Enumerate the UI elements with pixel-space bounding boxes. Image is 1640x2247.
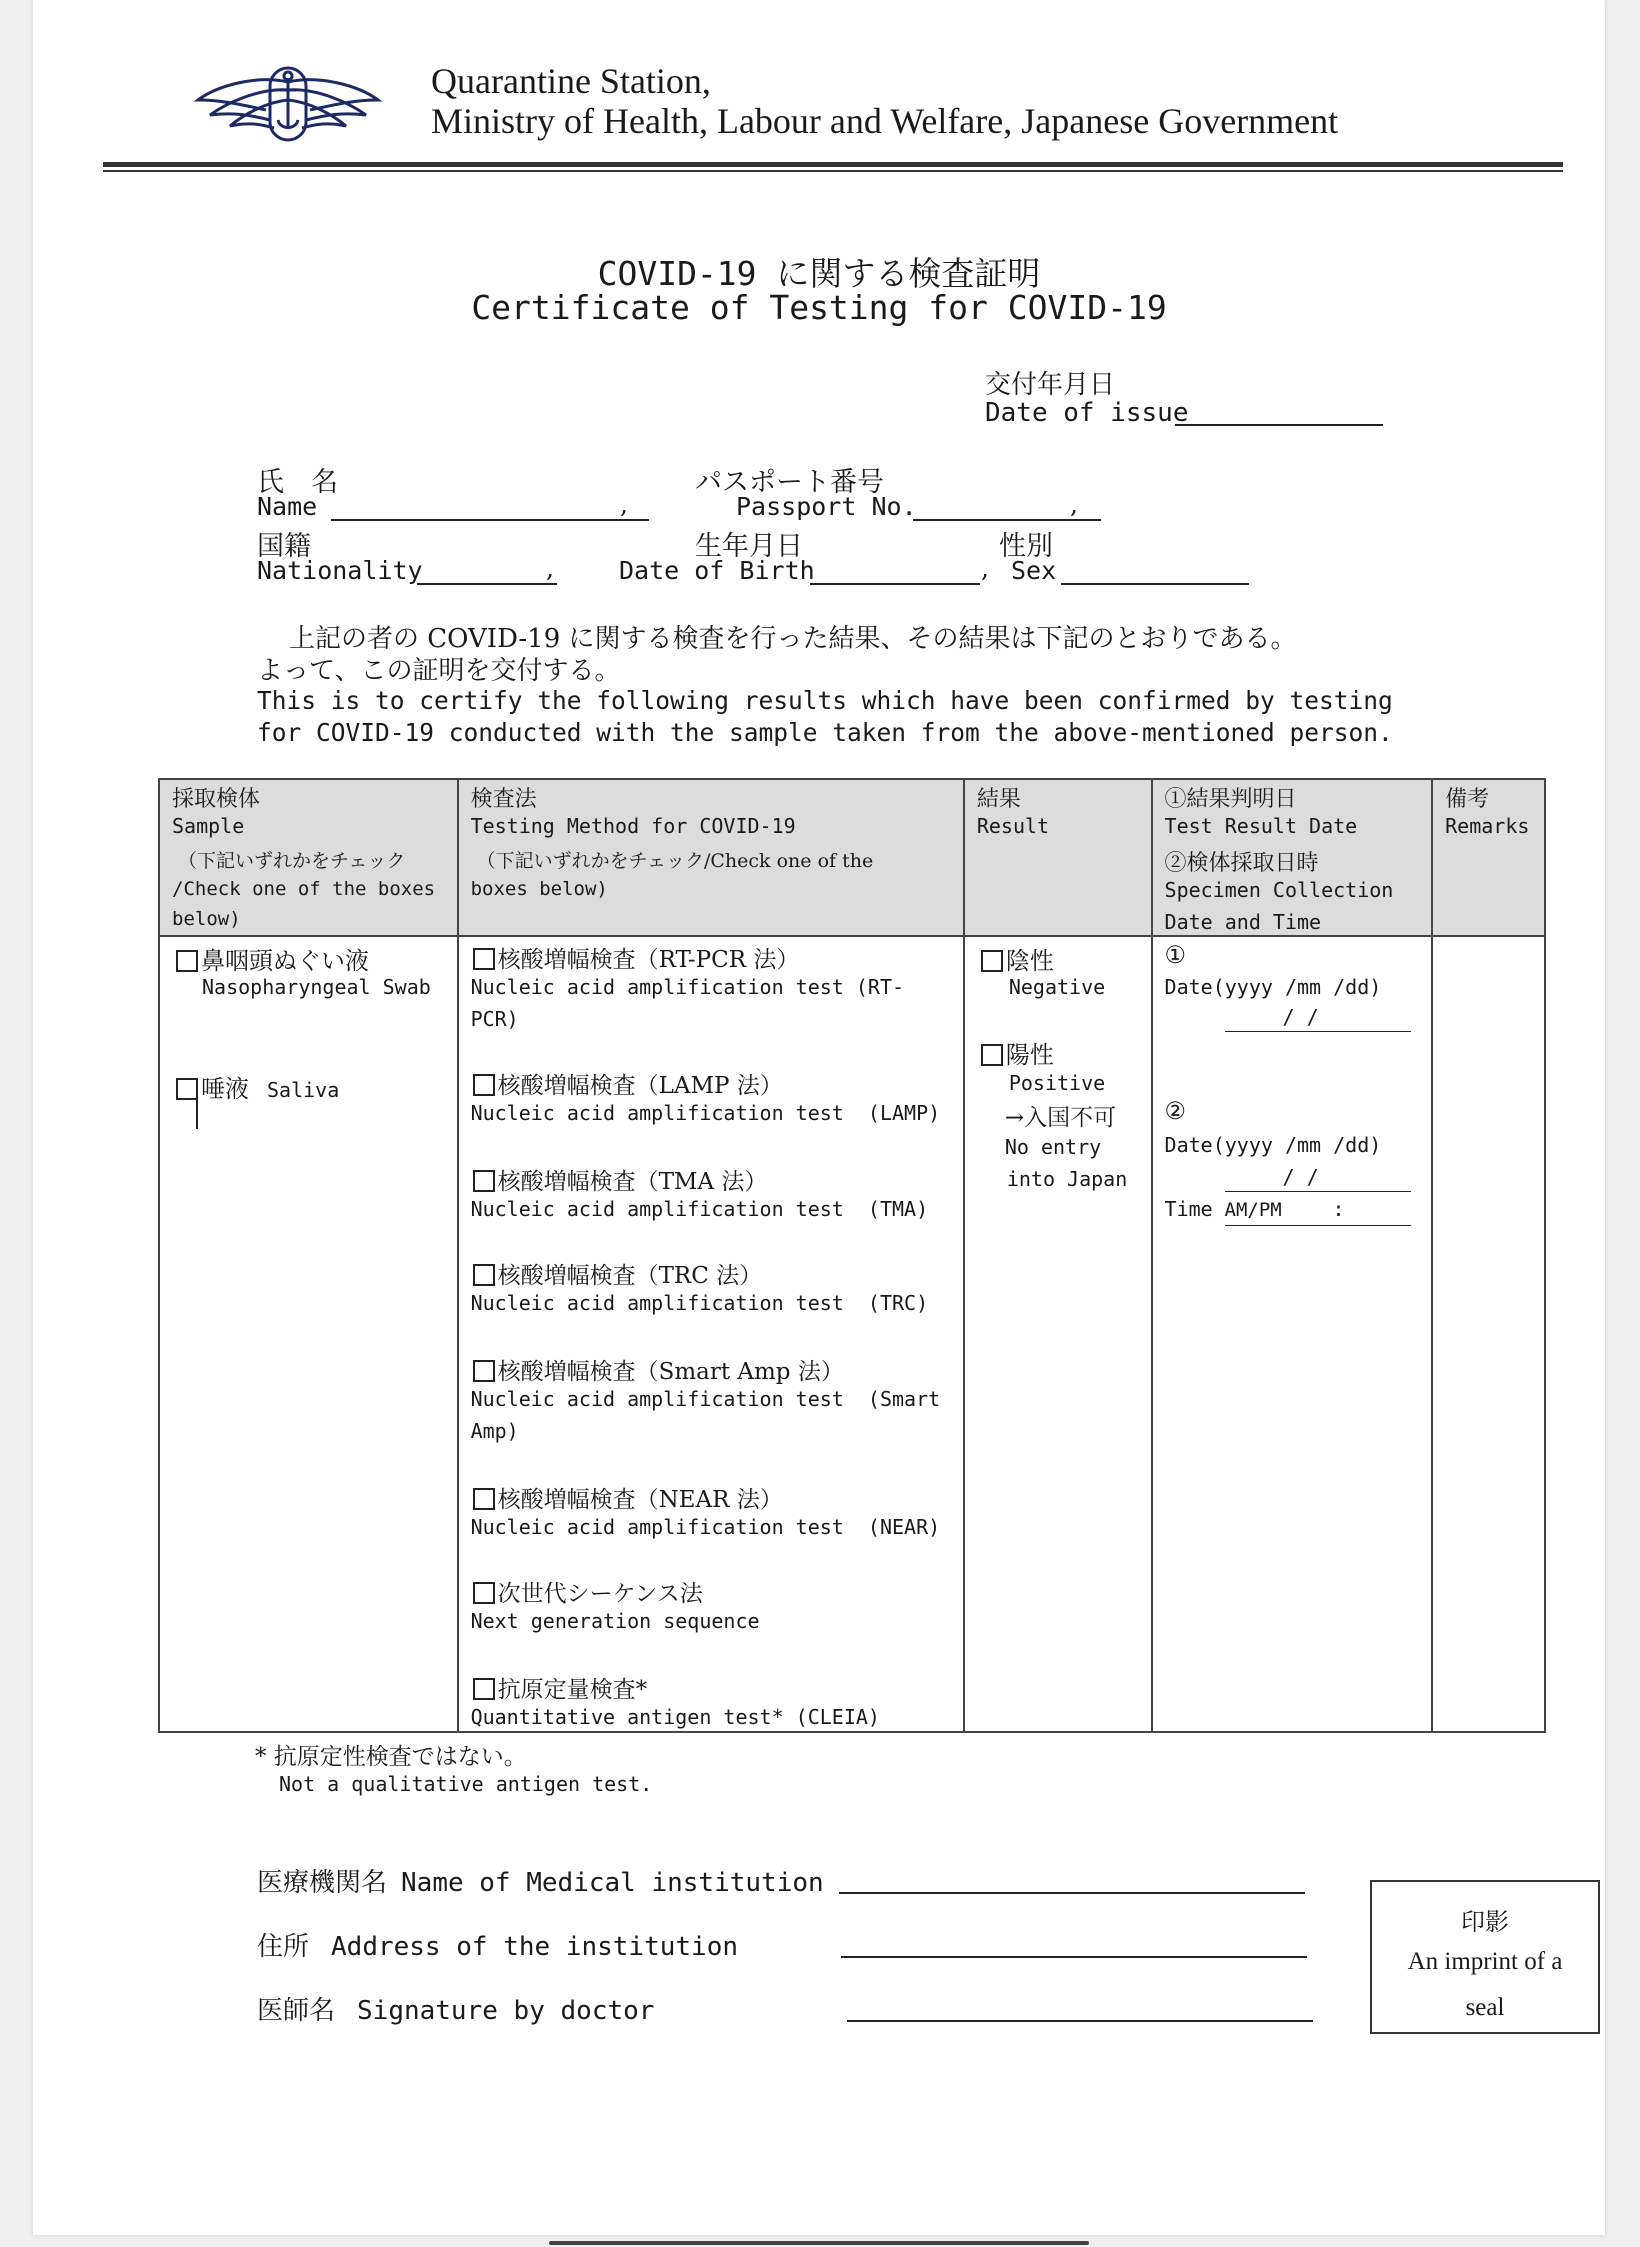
remarks-cell[interactable]: [1432, 936, 1545, 1732]
method-option[interactable]: [473, 1575, 703, 1608]
passport-label-ja: パスポート番号: [695, 467, 884, 498]
sample-cell: [159, 936, 458, 1732]
no-entry-label-ja: →入国不可: [1004, 1105, 1117, 1131]
institution-address-field[interactable]: [841, 1956, 1307, 1958]
statement-ja-1: 上記の者の COVID-19 に関する検査を行った結果、その結果は下記のとおりである。: [289, 624, 1297, 654]
dob-label-ja: 生年月日: [695, 531, 803, 562]
method-option[interactable]: [473, 1163, 768, 1196]
institution-name-en: Name of Medical institution: [401, 1868, 824, 1898]
method-label-ja: 核酸増幅検査（Smart Amp 法）: [497, 1359, 844, 1385]
header-result-en: Result: [976, 814, 1050, 838]
header-remarks-ja: 備考: [1445, 787, 1490, 812]
method-label-ja: 次世代シーケンス法: [497, 1581, 703, 1607]
method-checkbox[interactable]: [473, 1488, 495, 1510]
certificate-page: [33, 0, 1605, 2235]
method-label-en: Nucleic acid amplification test (RT-: [470, 975, 905, 999]
dob-field[interactable]: [810, 583, 980, 585]
name-label-en: Name: [257, 492, 318, 521]
method-option[interactable]: [473, 1671, 648, 1704]
seal-label-en-1: An imprint of a: [1407, 1948, 1563, 1975]
method-label-ja: 核酸増幅検査（NEAR 法）: [497, 1487, 783, 1513]
name-field[interactable]: [331, 519, 649, 521]
header-rule-thin: [103, 170, 1563, 172]
method-label-en-cont: PCR): [470, 1007, 519, 1031]
time-ampm: AM/PM: [1224, 1199, 1282, 1221]
positive-label-en: Positive: [1008, 1071, 1106, 1095]
date-slashes-2: / /: [1282, 1165, 1319, 1189]
header-sample-en: Sample: [172, 814, 245, 838]
no-entry-label-en-2: into Japan: [1006, 1167, 1128, 1191]
institution-address-label: [257, 1926, 738, 1963]
header-remarks-en: Remarks: [1445, 814, 1530, 838]
table-body-row: [159, 936, 1545, 1732]
saliva-label-ja: 唾液: [201, 1075, 249, 1103]
header-sample-note-2: /Check one of the boxes: [172, 878, 436, 900]
method-label-ja: 核酸増幅検査（TMA 法）: [497, 1169, 768, 1195]
quarantine-emblem-icon: [188, 60, 388, 156]
method-label-en: Nucleic acid amplification test (Smart: [470, 1387, 941, 1411]
issue-label-ja: 交付年月日: [985, 370, 1116, 400]
method-label-en: Nucleic acid amplification test (LAMP): [470, 1101, 941, 1125]
seal-box[interactable]: [1370, 1880, 1600, 2034]
method-option[interactable]: [473, 1353, 844, 1386]
date-label-1: Date(yyyy /mm /dd): [1164, 975, 1382, 999]
dob-label-en: Date of Birth: [619, 556, 815, 585]
result-date-field[interactable]: [1225, 1031, 1411, 1032]
method-checkbox[interactable]: [473, 1264, 495, 1286]
method-label-en: Quantitative antigen test* (CLEIA): [470, 1705, 880, 1729]
method-label-ja: 核酸増幅検査（RT-PCR 法）: [497, 947, 800, 973]
sex-label-en: Sex: [1011, 556, 1057, 585]
org-line-1: Quarantine Station,: [431, 61, 711, 101]
method-checkbox[interactable]: [473, 1678, 495, 1700]
date-mark-2: ②: [1164, 1097, 1187, 1125]
dob-comma: ,: [981, 554, 989, 583]
header-result: [964, 779, 1152, 936]
collection-date-field[interactable]: [1225, 1191, 1411, 1192]
result-cell: [964, 936, 1152, 1732]
seal-label-en-2: seal: [1465, 1994, 1505, 2021]
method-checkbox[interactable]: [473, 1170, 495, 1192]
header-method-ja: 検査法: [470, 787, 537, 812]
doctor-label-en: Signature by doctor: [357, 1996, 655, 2026]
method-label-en: Nucleic acid amplification test (TMA): [470, 1197, 929, 1221]
negative-checkbox[interactable]: [981, 950, 1003, 972]
name-label-ja: 氏 名: [257, 467, 338, 498]
doctor-label: [257, 1990, 654, 2027]
saliva-checkbox[interactable]: [176, 1078, 198, 1100]
method-checkbox[interactable]: [473, 1360, 495, 1382]
sex-field[interactable]: [1061, 583, 1249, 585]
method-checkbox[interactable]: [473, 1074, 495, 1096]
statement-en-2: for COVID-19 conducted with the sample taken from the above-mentioned person.: [257, 718, 1393, 747]
header-sample-ja: 採取検体: [172, 787, 261, 812]
sample-saliva-option[interactable]: [176, 1069, 339, 1104]
header-date: [1152, 779, 1433, 936]
nationality-comma: ,: [546, 554, 554, 583]
header-method: [458, 779, 964, 936]
method-checkbox[interactable]: [473, 1582, 495, 1604]
positive-label-ja: 陽性: [1005, 1041, 1054, 1069]
header-method-note-1: （下記いずれかをチェック/Check one of the: [476, 850, 874, 872]
header-date-en-1: Test Result Date: [1164, 814, 1358, 838]
text-cursor: [196, 1099, 198, 1129]
issue-label-en: Date of issue: [985, 398, 1189, 428]
scroll-indicator[interactable]: [549, 2241, 1089, 2245]
negative-label-ja: 陰性: [1005, 947, 1054, 975]
header-rule-thick: [103, 162, 1563, 167]
swab-checkbox[interactable]: [176, 950, 198, 972]
seal-label-ja: 印影: [1461, 1908, 1509, 1936]
nationality-label-en: Nationality: [257, 556, 423, 585]
header-remarks: [1432, 779, 1545, 936]
swab-label-ja: 鼻咽頭ぬぐい液: [201, 947, 369, 975]
passport-label-en: Passport No.: [736, 492, 917, 521]
method-label-en-cont: Amp): [470, 1419, 519, 1443]
date-slashes-1: / /: [1282, 1005, 1319, 1029]
method-label-ja: 抗原定量検査*: [497, 1677, 648, 1703]
header-sample: [159, 779, 458, 936]
nationality-field[interactable]: [417, 583, 557, 585]
passport-field[interactable]: [913, 519, 1101, 521]
positive-checkbox[interactable]: [981, 1044, 1003, 1066]
method-option[interactable]: [473, 1481, 783, 1514]
doctor-signature-field[interactable]: [847, 2020, 1313, 2022]
footnote-en: Not a qualitative antigen test.: [279, 1772, 653, 1796]
header-date-en-3: Date and Time: [1164, 910, 1322, 934]
negative-label-en: Negative: [1008, 975, 1106, 999]
positive-option[interactable]: [981, 1035, 1054, 1070]
institution-address-en: Address of the institution: [331, 1932, 739, 1962]
issue-date-field[interactable]: [1175, 424, 1383, 426]
no-entry-label-en-1: No entry: [1004, 1135, 1102, 1159]
test-result-table: [158, 778, 1546, 1733]
time-colon: :: [1332, 1197, 1345, 1221]
name-comma: ,: [620, 490, 628, 519]
table-header-row: [159, 779, 1545, 936]
doctor-label-ja: 医師名: [257, 1996, 336, 2026]
header-result-ja: 結果: [976, 787, 1021, 812]
statement-en-1: This is to certify the following results which have been confirmed by testing: [257, 686, 1393, 715]
footnote-ja: * 抗原定性検査ではない。: [255, 1744, 527, 1770]
org-line-2: Ministry of Health, Labour and Welfare, Japanese Government: [431, 101, 1339, 141]
method-label-en: Nucleic acid amplification test (NEAR): [470, 1515, 941, 1539]
nationality-label-ja: 国籍: [257, 531, 311, 562]
institution-name-ja: 医療機関名: [257, 1868, 388, 1898]
method-option[interactable]: [473, 1257, 763, 1290]
sex-label-ja: 性別: [999, 531, 1053, 562]
saliva-label-en: Saliva: [267, 1078, 340, 1102]
header-date-ja-2: ②検体採取日時: [1164, 851, 1319, 876]
passport-comma: ,: [1070, 490, 1078, 519]
header-method-note-2: boxes below): [470, 878, 608, 900]
time-label: Time: [1164, 1197, 1213, 1221]
method-checkbox[interactable]: [473, 948, 495, 970]
header-date-ja-1: ①結果判明日: [1164, 787, 1297, 812]
title-en: Certificate of Testing for COVID-19: [471, 288, 1167, 327]
method-option[interactable]: [473, 941, 800, 974]
date-label-2: Date(yyyy /mm /dd): [1164, 1133, 1382, 1157]
method-option[interactable]: [473, 1067, 783, 1100]
statement-ja-2: よって、この証明を交付する。: [257, 656, 621, 686]
institution-address-ja: 住所: [257, 1932, 310, 1962]
method-label-ja: 核酸増幅検査（LAMP 法）: [497, 1073, 783, 1099]
method-label-ja: 核酸増幅検査（TRC 法）: [497, 1263, 763, 1289]
title-ja: COVID-19 に関する検査証明: [597, 254, 1041, 293]
header-sample-note-1: （下記いずれかをチェック: [178, 850, 406, 872]
negative-option[interactable]: [981, 941, 1054, 976]
method-label-en: Next generation sequence: [470, 1609, 760, 1633]
sample-swab-option[interactable]: [176, 941, 369, 976]
method-label-en: Nucleic acid amplification test (TRC): [470, 1291, 929, 1315]
collection-time-field[interactable]: [1225, 1225, 1411, 1226]
date-cell: [1152, 936, 1433, 1732]
header-sample-note-3: below): [172, 908, 241, 930]
method-cell: [458, 936, 964, 1732]
date-mark-1: ①: [1164, 941, 1187, 969]
institution-name-field[interactable]: [839, 1892, 1305, 1894]
institution-name-label: [257, 1862, 824, 1899]
swab-label-en: Nasopharyngeal Swab: [202, 975, 431, 999]
header-method-en: Testing Method for COVID-19: [470, 814, 796, 838]
header-date-en-2: Specimen Collection: [1164, 878, 1394, 902]
